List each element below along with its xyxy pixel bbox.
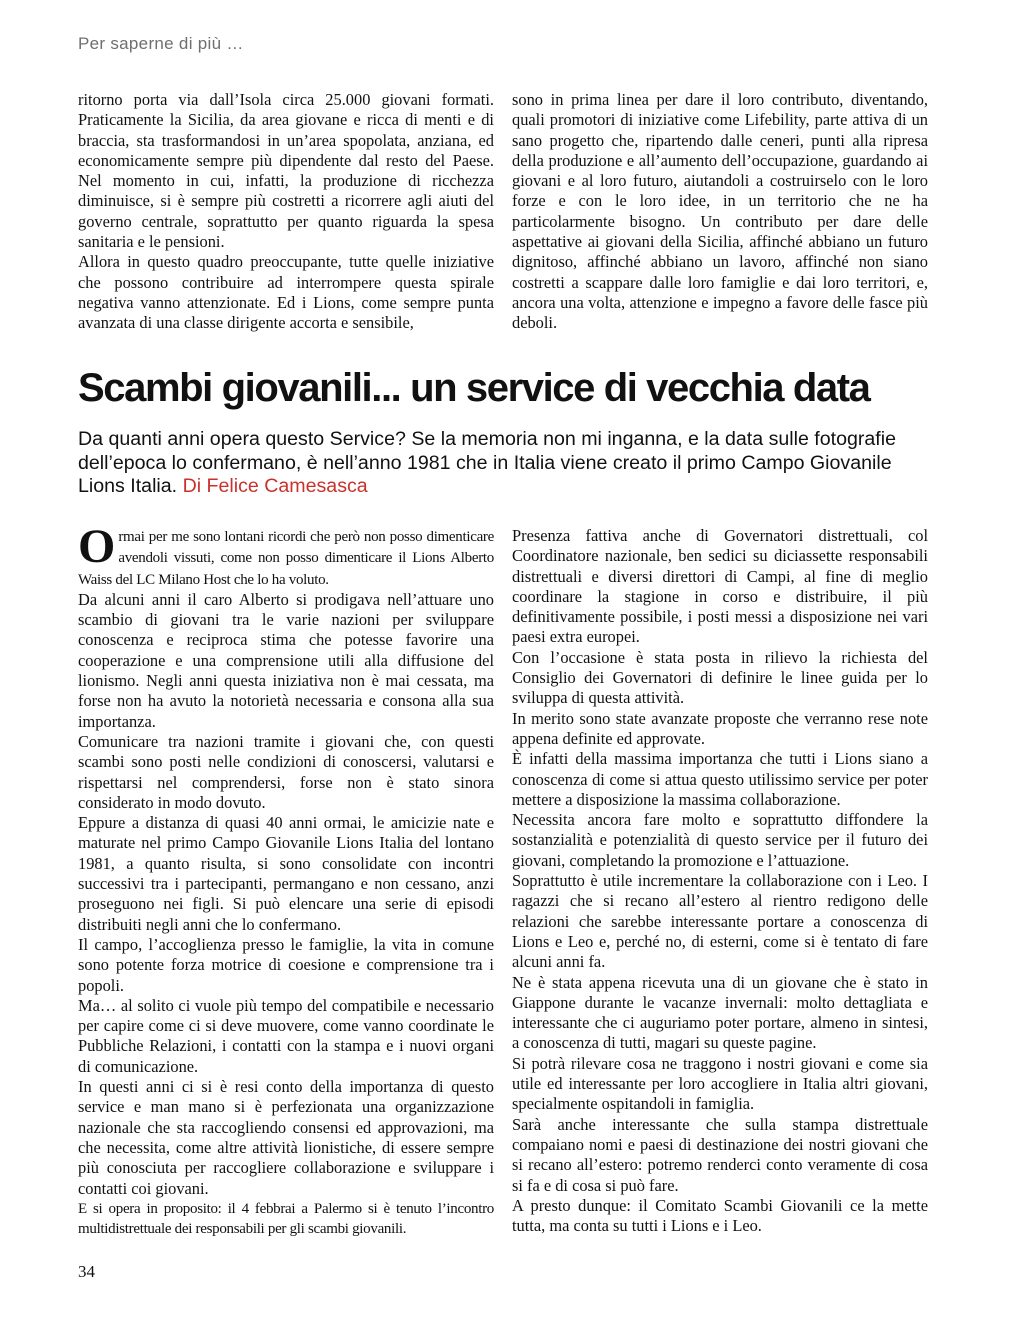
byline: Di Felice Camesasca	[182, 475, 368, 498]
intro-text: Da quanti anni opera questo Service? Se la memoria non mi inganna, e la data sulle fotografie dell’epoca lo confermano, è nell’anno 1981 che in Italia viene creato il primo Campo Giovanile Lions Italia.	[78, 428, 897, 498]
paragraph: A presto dunque: il Comitato Scambi Giovanili ce la mette tutta, ma conta su tutti i Lions e i Leo.	[512, 1195, 928, 1236]
paragraph: Con l’occasione è stata posta in rilievo la richiesta del Consiglio dei Governatori di definire le linee guida per lo sviluppa di questa attività.	[512, 647, 928, 708]
paragraph: Allora in questo quadro preoccupante, tutte quelle iniziative che possono contribuire ad interrompere questa spirale negativa vanno attenzionate. Ed i Lions, come sempre punta avanzata di una classe dirigente accorta e sensibile,	[78, 252, 494, 333]
article-right-column	[512, 526, 928, 1236]
article-intro	[78, 428, 938, 499]
drop-cap: O	[78, 520, 116, 573]
top-left-column	[78, 90, 494, 334]
paragraph: Soprattutto è utile incrementare la collaborazione con i Leo. I ragazzi che si recano all’estero al rientro redigono delle relazioni che sarebbe interessante portare a conoscenza di Lions e Leo e, perché no, di esterni, come si è tentato di fare alcuni anni fa.	[512, 871, 928, 972]
paragraph: Sarà anche interessante che sulla stampa distrettuale compaiano nomi e paesi di destinazione dei nostri giovani che si recano all’estero: potremo renderci conto veramente di cosa si fa e di cosa si può fare.	[512, 1114, 928, 1195]
paragraph: Il campo, l’accoglienza presso le famiglie, la vita in comune sono potente forza motrice di coesione e comprensione tra i popoli.	[78, 934, 494, 995]
first-paragraph-text: rmai per me sono lontani ricordi che però non posso dimenticare avendoli vissuti, come non posso dimenticare il Lions Alberto Waiss del LC Milano Host che lo ha voluto.	[78, 529, 494, 588]
paragraph: Necessita ancora fare molto e soprattutto diffondere la sostanzialità e potenzialità di questo service per il futuro dei giovani, completando la promozione e l’attuazione.	[512, 810, 928, 870]
paragraph: Eppure a distanza di quasi 40 anni ormai, le amicizie nate e maturate nel primo Campo Giovanile Lions Italia del lontano 1981, a quanto risulta, si sono consolidate con incontri successivi tra i partecipanti, permangano e non cessano, anzi proseguono nei figli. Si può elencare una serie di episodi distribuiti negli anni che lo confermano.	[78, 813, 494, 934]
paragraph: Presenza fattiva anche di Governatori distrettuali, col Coordinatore nazionale, ben sedici su diciassette responsabili distrettuali e diversi direttori di Campi, al fine di meglio coordinare la stagione in corso e distribuire, il più definitivamente possibile, i posti messi a disposizione nei vari paesi extra europei.	[512, 526, 928, 647]
paragraph: E si opera in proposito: il 4 febbrai a Palermo si è tenuto l’incontro multidistrettuale dei responsabili per gli scambi giovanili.	[78, 1200, 494, 1238]
section-header: Per saperne di più …	[78, 34, 244, 53]
page-number: 34	[78, 1262, 95, 1281]
paragraph: Ma… al solito ci vuole più tempo del compatibile e necessario per capire come ci si deve muovere, come vanno coordinate le Pubbliche Relazioni, i contatti con la stampa e i nuovi organi di comunicazione.	[78, 995, 494, 1076]
article-left-column	[78, 520, 494, 1239]
paragraph: ritorno porta via dall’Isola circa 25.000 giovani formati. Praticamente la Sicilia, da area giovane e ricca di menti e di braccia, sta trasformandosi in un’area spopolata, anziana, ed economicamente sempre più dipendente dal resto del Paese. Nel momento in cui, infatti, la produzione di ricchezza diminuisce, si è sempre più costretti a ricorrere agli aiuti del governo centrale, soprattutto per quanto riguarda la spesa sanitaria e le pensioni.	[78, 90, 494, 252]
paragraph: Da alcuni anni il caro Alberto si prodigava nell’attuare uno scambio di giovani tra le varie nazioni per sviluppare conoscenza e reciproca stima che potesse favorire una cooperazione e una comprensione utili alla diffusione del lionismo. Negli anni questa iniziativa non è mai cessata, ma forse non ha avuto la notorietà necessaria e consona alla sua importanza.	[78, 589, 494, 731]
article-title: Scambi giovanili... un service di vecchia data	[78, 366, 870, 410]
paragraph: In questi anni ci si è resi conto della importanza di questo service e man mano si è perfezionata una organizzazione nazionale che sta raccogliendo consensi ed approvazioni, ma che necessita, come altre attività lionistiche, di essere sempre più conosciuta per raccogliere collaborazione e sviluppare i contatti coi giovani.	[78, 1077, 494, 1198]
paragraph: Si potrà rilevare cosa ne traggono i nostri giovani e come sia utile ed interessante per loro accogliere in Italia altri giovani, specialmente ospitandoli in famiglia.	[512, 1053, 928, 1114]
first-paragraph	[78, 520, 494, 590]
paragraph: Ne è stata appena ricevuta una di un giovane che è stato in Giappone durante le vacanze invernali: molto dettagliata e interessante che ci auguriamo poter portare, almeno in sintesi, a conoscenza di tutti, magari su queste pagine.	[512, 972, 928, 1053]
paragraph: sono in prima linea per dare il loro contributo, diventando, quali promotori di iniziative come Lifebility, parte attiva di un sano progetto che, ripartendo dalle ceneri, punti alla ripresa della produzione e all’aumento dell’occupazione, guardando ai giovani e al loro futuro, aiutandoli a costruirselo con le loro forze e con le loro idee, in un territorio che ne ha particolarmente bisogno. Un contributo per dare delle aspettative ai giovani della Sicilia, affinché abbiano un futuro dignitoso, affinché abbiano un lavoro, affinché non siano costretti a scappare dalle loro famiglie e dai loro territori, e, ancora una volta, attenzione e impegno a favore delle fasce più deboli.	[512, 90, 928, 333]
top-right-column	[512, 90, 928, 334]
paragraph: In merito sono state avanzate proposte che verranno rese note appena definite ed approvate.	[512, 708, 928, 748]
paragraph: Comunicare tra nazioni tramite i giovani che, con questi scambi sono posti nelle condizioni di conoscersi, valutarsi e rispettarsi nel comprendersi, forse non è stato sinora considerato in modo dovuto.	[78, 731, 494, 812]
paragraph: È infatti della massima importanza che tutti i Lions siano a conoscenza di come si attua questo utilissimo service per poter mettere a disposizione la massima collaborazione.	[512, 749, 928, 809]
